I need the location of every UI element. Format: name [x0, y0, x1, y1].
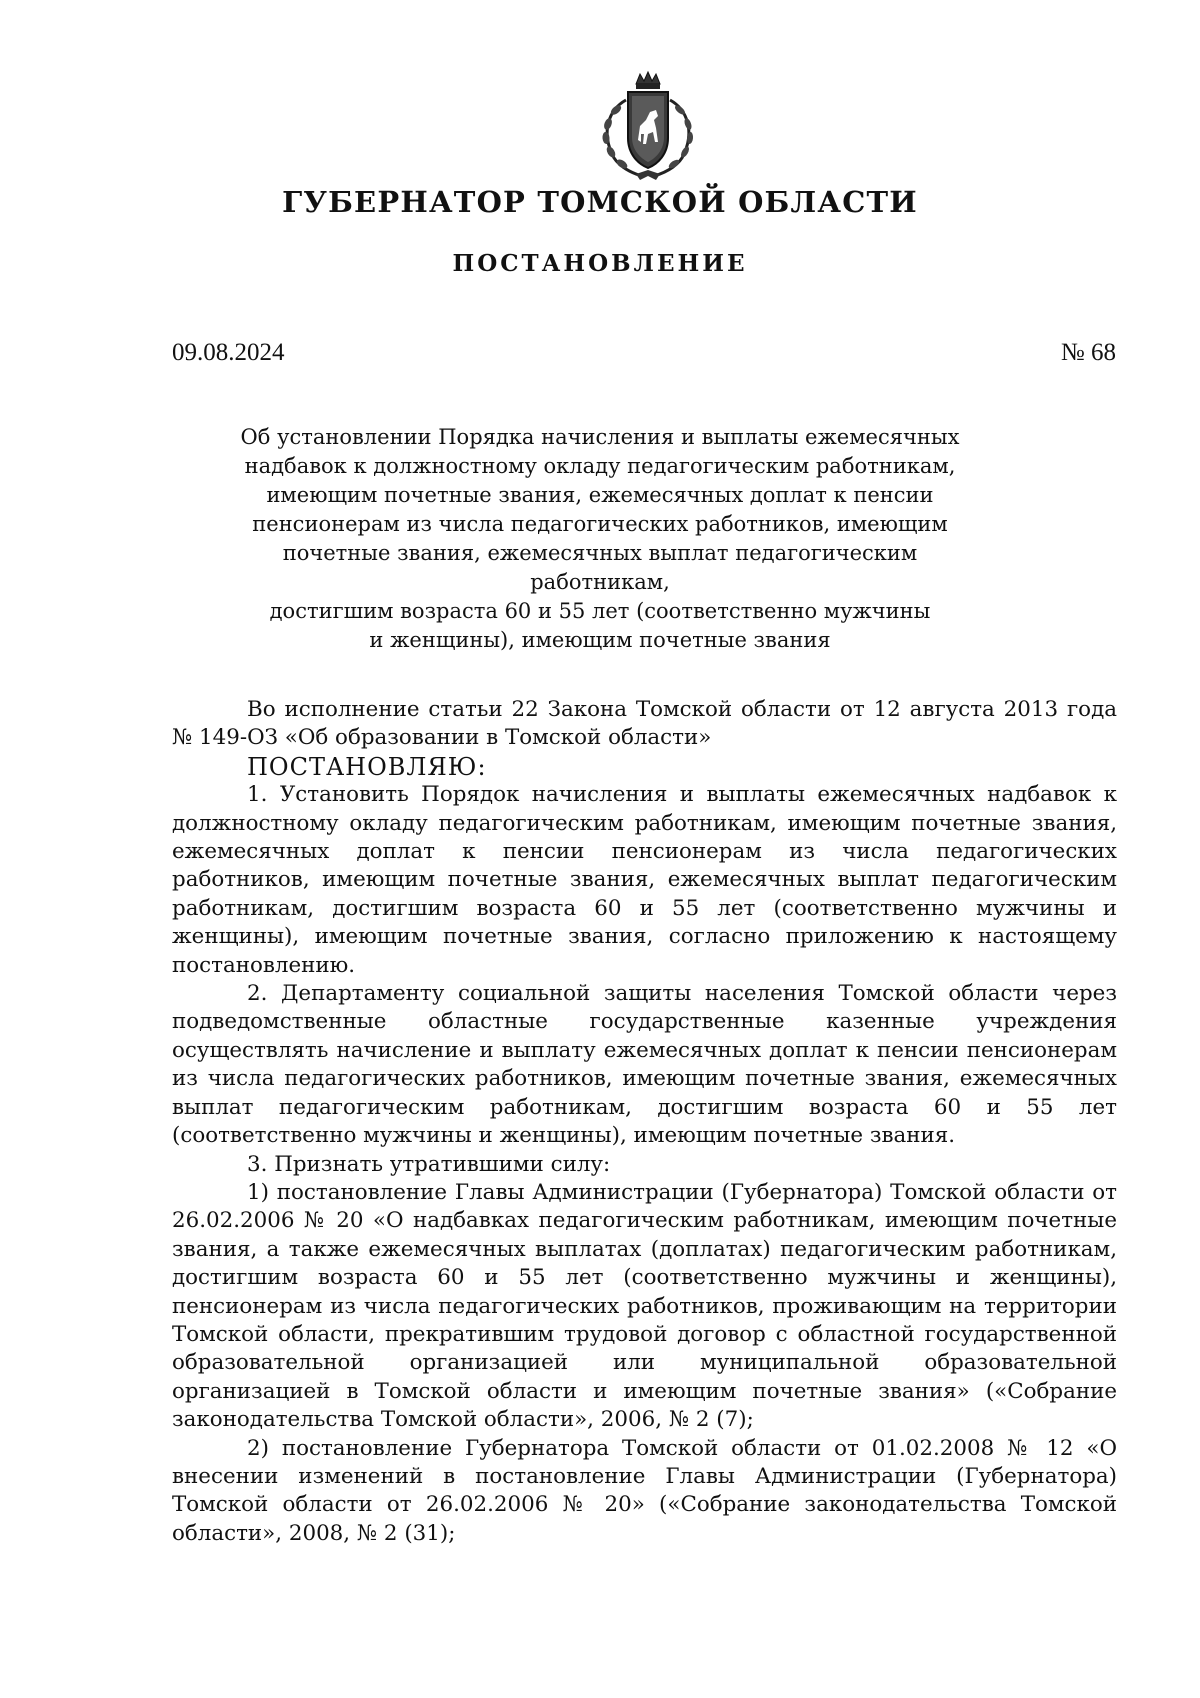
- subject-line: и женщины), имеющим почетные звания: [369, 628, 831, 652]
- clause-3: 3. Признать утратившими силу:: [247, 1151, 611, 1177]
- clause-1: 1. Установить Порядок начисления и выплаты ежемесячных надбавок к должностному окладу педагогическим работникам, имеющим почетные звания, ежемесячных доплат к пенсии пенсионерам из числа педагогических работников, имеющим почетные звания, ежемесячных выплат педагогическим работникам, достигшим возраста 60 и 55 лет (соответственно мужчины и женщины), имеющим почетные звания, согласно приложению к настоящему постановлению.: [172, 782, 1117, 978]
- clause-3-item-1: 1) постановление Главы Администрации (Губернатора) Томской области от 26.02.2006 № 20 «О надбавках педагогическим работникам, имеющим почетные звания, а также ежемесячных выплатах (доплатах) педагогическим работникам, достигшим возраста 60 и 55 лет (соответственно мужчины и женщины), пенсионерам из числа педагогических работников, проживающим на территории Томской области, прекратившим трудовой договор с областной государственной образовательной организацией или муниципальной образовательной организацией в Томской области и имеющим почетные звания» («Собрание законодательства Томской области», 2006, № 2 (7);: [172, 1179, 1117, 1433]
- decree-word: ПОСТАНОВЛЯЮ:: [247, 752, 487, 781]
- subject-line: надбавок к должностному окладу педагогическим работникам,: [244, 454, 956, 478]
- subject-line: достигшим возраста 60 и 55 лет (соответственно мужчины: [269, 599, 931, 623]
- coat-of-arms-icon: [586, 70, 710, 182]
- clause-2: 2. Департаменту социальной защиты населения Томской области через подведомственные областные государственные казенные учреждения осуществлять начисление и выплату ежемесячных доплат к пенсии пенсионерам из числа педагогических работников, имеющим почетные звания, ежемесячных выплат педагогическим работникам, достигшим возраста 60 и 55 лет (соответственно мужчины и женщины), имеющим почетные звания.: [172, 981, 1117, 1149]
- issuing-authority-title: ГУБЕРНАТОР ТОМСКОЙ ОБЛАСТИ: [282, 185, 918, 219]
- document-type-heading: ПОСТАНОВЛЕНИЕ: [452, 250, 748, 277]
- subject-line: почетные звания, ежемесячных выплат педагогическим работникам,: [282, 541, 918, 594]
- document-body: [172, 696, 1117, 1548]
- document-subject: [230, 423, 970, 655]
- preamble-paragraph: Во исполнение статьи 22 Закона Томской области от 12 августа 2013 года № 149-ОЗ «Об образовании в Томской области»: [172, 697, 1117, 751]
- subject-line: Об установлении Порядка начисления и выплаты ежемесячных: [240, 425, 960, 449]
- subject-line: имеющим почетные звания, ежемесячных доплат к пенсии: [266, 483, 934, 507]
- clause-3-item-2: 2) постановление Губернатора Томской области от 01.02.2008 № 12 «О внесении изменений в постановление Главы Администрации (Губернатора) Томской области от 26.02.2006 № 20» («Собрание законодательства Томской области», 2008, № 2 (31);: [172, 1435, 1117, 1546]
- document-number: № 68: [1060, 339, 1116, 366]
- subject-line: пенсионерам из числа педагогических работников, имеющим: [252, 512, 948, 536]
- document-date: 09.08.2024: [172, 339, 285, 366]
